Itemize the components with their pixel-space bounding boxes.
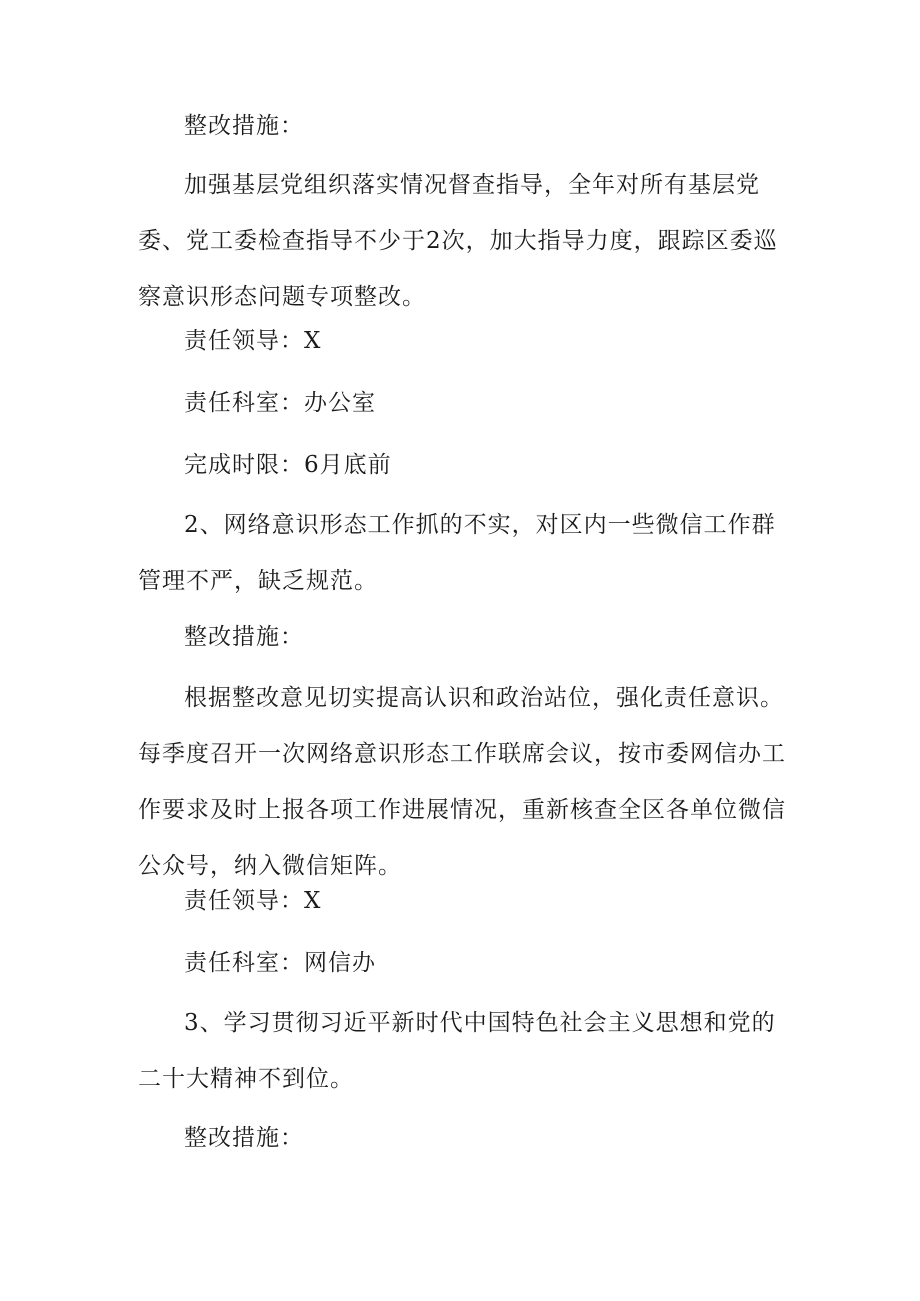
paragraph-responsible-office-2: 责任科室：网信办 [184, 950, 376, 976]
paragraph-issue-3: 3、学习贯彻习近平新时代中国特色社会主义思想和党的二十大精神不到位。 [138, 1010, 776, 1092]
paragraph-responsible-leader-1: 责任领导：X [184, 328, 322, 354]
paragraph-deadline-1: 完成时限：6月底前 [184, 452, 392, 478]
paragraph-measures-body-1: 加强基层党组织落实情况督查指导，全年对所有基层党委、党工委检查指导不少于2次，加大指导力度，跟踪区委巡察意识形态问题专项整改。 [138, 172, 778, 310]
paragraph-responsible-leader-2: 责任领导：X [184, 888, 322, 914]
paragraph-measures-body-2: 根据整改意见切实提高认识和政治站位，强化责任意识。每季度召开一次网络意识形态工作联席会议，按市委网信办工作要求及时上报各项工作进展情况，重新核查全区各单位微信公众号，纳入微信矩阵。 [138, 685, 786, 879]
paragraph-measures-heading-3: 整改措施： [184, 1125, 304, 1151]
paragraph-measures-heading-1: 整改措施： [184, 113, 304, 139]
paragraph-measures-heading-2: 整改措施： [184, 624, 304, 650]
paragraph-issue-2: 2、网络意识形态工作抓的不实，对区内一些微信工作群管理不严，缺乏规范。 [138, 512, 776, 594]
paragraph-responsible-office-1: 责任科室：办公室 [184, 390, 376, 416]
